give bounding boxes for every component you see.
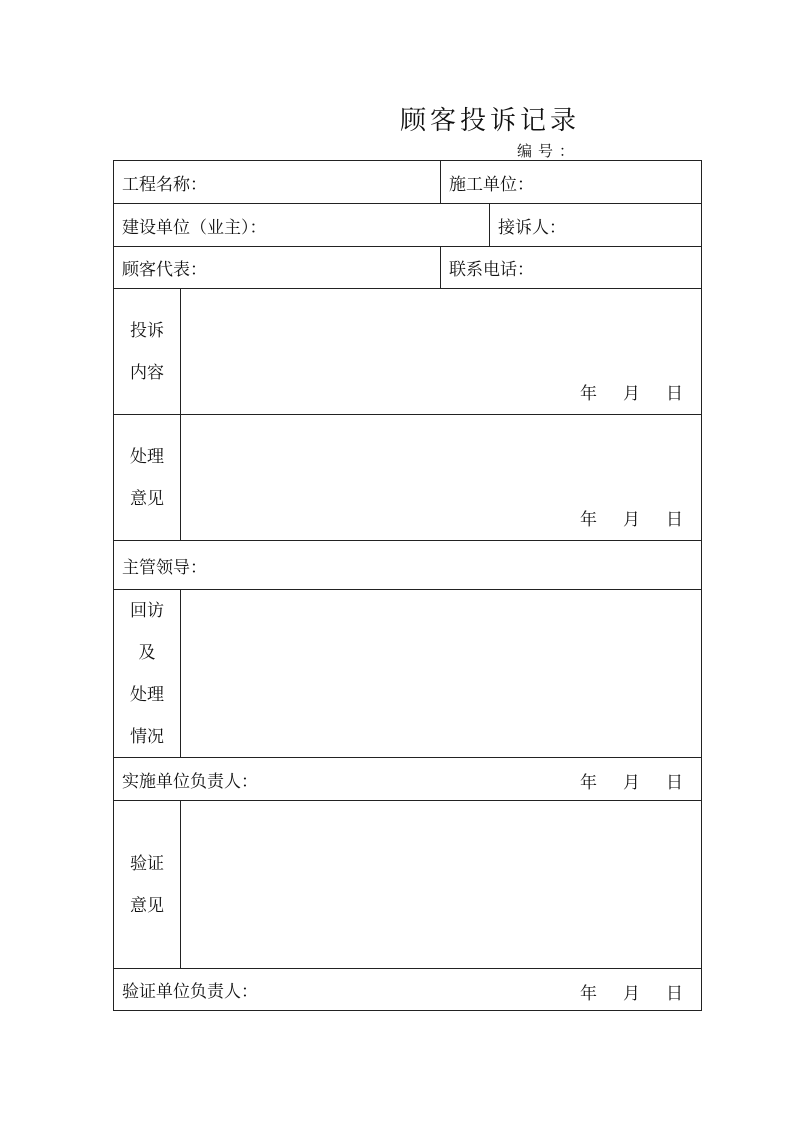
complaint-label-line-2: 内容 [130, 362, 164, 383]
customer-rep-field[interactable] [114, 247, 440, 288]
verify-label-line-2: 意见 [130, 895, 164, 916]
row-complaint [114, 289, 701, 415]
revisit-content-area[interactable] [181, 590, 701, 757]
verify-opinion-label [114, 801, 181, 968]
verify-label-line-1: 验证 [130, 853, 164, 874]
handling-label-line-2: 意见 [130, 488, 164, 509]
row-developer [114, 204, 701, 247]
verify-opinion-area[interactable] [181, 801, 701, 968]
handling-date [580, 505, 683, 530]
row-revisit [114, 590, 701, 758]
date-day: 日 [666, 384, 683, 404]
date-month: 月 [623, 984, 640, 1004]
date-month: 月 [623, 773, 640, 793]
developer-field[interactable] [114, 204, 489, 246]
serial-number-label: 编号： [517, 142, 581, 160]
date-month: 月 [623, 510, 640, 530]
row-supervisor [114, 541, 701, 590]
receiver-field[interactable] [489, 204, 701, 246]
complaint-label-line-1: 投诉 [130, 320, 164, 341]
date-day: 日 [666, 510, 683, 530]
customer-rep-label: 顾客代表： [122, 260, 207, 280]
phone-label: 联系电话： [449, 260, 534, 280]
handling-opinion-label [114, 415, 181, 540]
date-month: 月 [623, 384, 640, 404]
impl-date [580, 768, 683, 793]
impl-responsible-label: 实施单位负责人： [122, 771, 258, 792]
project-name-field[interactable] [114, 161, 440, 203]
developer-label: 建设单位（业主）： [122, 217, 267, 238]
revisit-label-line-2: 及 [138, 642, 156, 663]
date-year: 年 [580, 773, 597, 793]
row-impl-responsible [114, 758, 701, 801]
verify-date [580, 979, 683, 1004]
row-project [114, 161, 701, 204]
revisit-label [114, 590, 181, 757]
row-verify-responsible [114, 969, 701, 1010]
receiver-label: 接诉人： [498, 217, 566, 238]
date-year: 年 [580, 510, 597, 530]
project-name-label: 工程名称： [122, 174, 207, 195]
revisit-label-line-4: 情况 [130, 726, 164, 747]
complaint-form-table [113, 160, 702, 1011]
supervisor-field[interactable] [114, 541, 701, 589]
supervisor-label: 主管领导： [122, 557, 207, 578]
date-year: 年 [580, 384, 597, 404]
handling-label-line-1: 处理 [130, 446, 164, 467]
complaint-date [580, 379, 683, 404]
revisit-label-line-3: 处理 [130, 684, 164, 705]
construction-unit-label: 施工单位： [449, 174, 534, 195]
complaint-content-label [114, 289, 181, 414]
phone-field[interactable] [440, 247, 701, 288]
date-day: 日 [666, 984, 683, 1004]
date-day: 日 [666, 773, 683, 793]
construction-unit-field[interactable] [440, 161, 701, 203]
document-title: 顾客投诉记录 [399, 106, 580, 136]
revisit-label-line-1: 回访 [130, 600, 164, 621]
date-year: 年 [580, 984, 597, 1004]
verify-responsible-label: 验证单位负责人： [122, 982, 258, 1002]
row-handling [114, 415, 701, 541]
row-customer [114, 247, 701, 289]
row-verify [114, 801, 701, 969]
